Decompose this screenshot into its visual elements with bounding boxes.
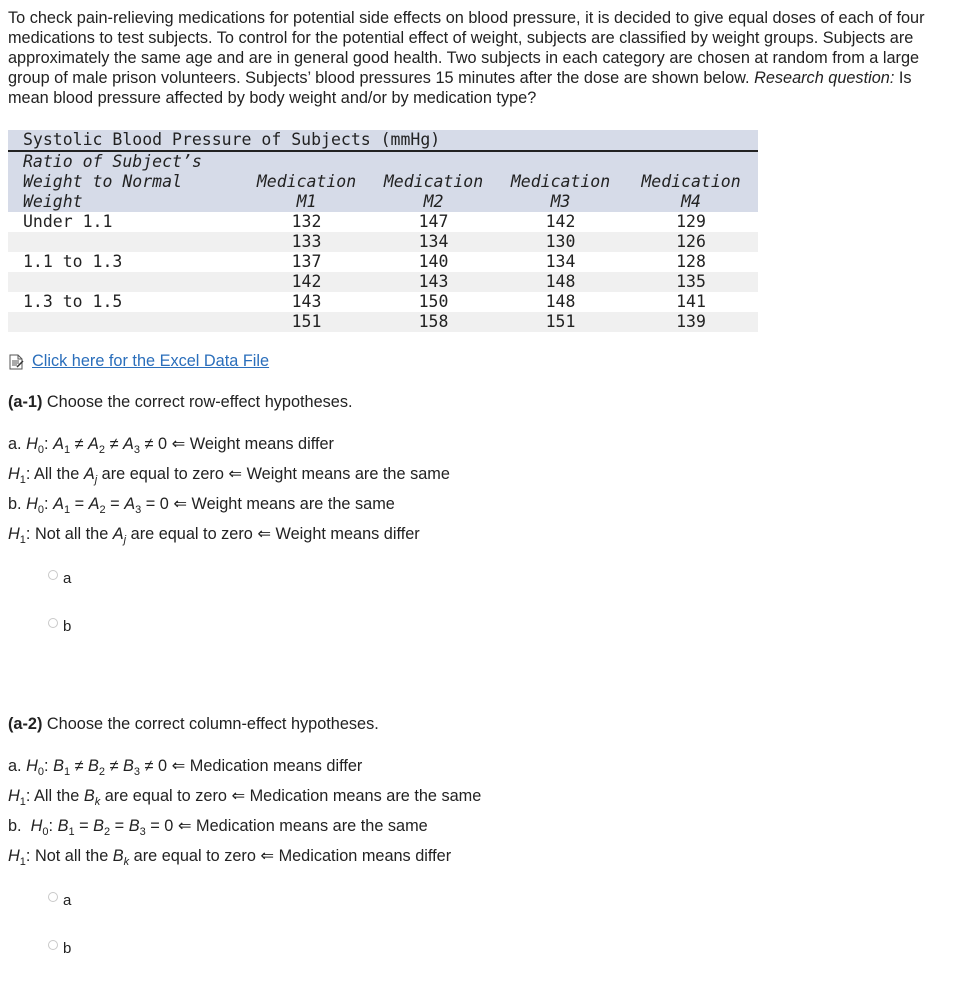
question-a2 xyxy=(8,715,379,734)
excel-link-label: Click here for the Excel Data File xyxy=(32,352,270,370)
question-a2-prompt: Choose the correct column-effect hypotheses. xyxy=(46,715,379,733)
question-a1-number: (a-1) xyxy=(8,393,43,411)
blood-pressure-table xyxy=(8,130,758,332)
hyp-a2-a-h1: $H_1$: All the $B_k$ are equal to zero ⇐ Medication means are the same xyxy=(8,787,482,808)
column-header-m1: Medication M1 xyxy=(256,172,357,211)
hyp-a1-a-h1: $H_1$: All the $A_j$ are equal to zero ⇐ Weight means are the same xyxy=(8,465,450,486)
problem-statement xyxy=(8,8,943,108)
column-header-m3: Medication M3 xyxy=(510,172,611,211)
question-a1-option-a[interactable]: a xyxy=(48,570,71,587)
excel-data-file-link[interactable] xyxy=(8,352,269,371)
excel-file-icon xyxy=(8,354,24,370)
table-title: Systolic Blood Pressure of Subjects (mmHg) xyxy=(8,130,758,151)
row-header: Ratio of Subject’s Weight to Normal Weight xyxy=(23,152,202,211)
question-a2-option-a[interactable]: a xyxy=(48,892,71,909)
radio-button[interactable] xyxy=(48,618,58,628)
radio-button[interactable] xyxy=(48,940,58,950)
question-a1 xyxy=(8,393,353,412)
hyp-a1-b-h0: b. $H_0$: $A_1 = A_2 = A_3 = 0$ ⇐ Weight means are the same xyxy=(8,495,395,516)
hyp-a2-b-h1: $H_1$: Not all the $B_k$ are equal to zero ⇐ Medication means differ xyxy=(8,847,452,868)
question-a2-number: (a-2) xyxy=(8,715,43,733)
hypotheses-a2 xyxy=(8,754,481,874)
research-question-text: Is mean blood pressure affected by body weight and/or by medication type? xyxy=(8,69,912,107)
question-a2-option-b[interactable]: b xyxy=(48,940,71,957)
table-row: 1.1 to 1.3 137 140 134 128 xyxy=(23,252,706,271)
question-a1-prompt: Choose the correct row-effect hypotheses. xyxy=(46,393,353,411)
research-question-label: Research question: xyxy=(754,69,895,87)
column-header-m4: Medication M4 xyxy=(641,172,741,211)
table-row: 142 143 148 135 xyxy=(8,272,758,292)
table-row: 1.3 to 1.5 143 150 148 141 xyxy=(23,292,706,311)
hyp-a2-a-h0: a. $H_0$: $B_1 \ne B_2 \ne B_3 \ne 0$ ⇐ Medication means differ xyxy=(8,757,363,778)
question-a1-option-b[interactable]: b xyxy=(48,618,71,635)
table-row: Under 1.1 132 147 142 129 xyxy=(23,212,706,231)
table-row: 151 158 151 139 xyxy=(8,312,758,332)
hypotheses-a1 xyxy=(8,432,450,552)
table-row: 133 134 130 126 xyxy=(8,232,758,252)
hyp-a2-b-h0: b. $H_0$: $B_1 = B_2 = B_3 = 0$ ⇐ Medication means are the same xyxy=(8,817,428,838)
column-header-m2: Medication M2 xyxy=(383,172,484,211)
radio-button[interactable] xyxy=(48,570,58,580)
radio-button[interactable] xyxy=(48,892,58,902)
hyp-a1-a-h0: a. $H_0$: $A_1 \ne A_2 \ne A_3 \ne 0$ ⇐ Weight means differ xyxy=(8,435,334,456)
hyp-a1-b-h1: $H_1$: Not all the $A_j$ are equal to zero ⇐ Weight means differ xyxy=(8,525,420,546)
intro-text: To check pain-relieving medications for potential side effects on blood pressure, it is decided to give equal doses of each of four medications to test subjects. To control for the potential effect of weight, subjects are classified by weight groups. Subjects are approximately the same age and are in general good health. Two subjects in each category are chosen at random from a large group of male prison volunteers. Subjects’ blood pressures 15 minutes after the dose are shown below. xyxy=(8,9,925,87)
